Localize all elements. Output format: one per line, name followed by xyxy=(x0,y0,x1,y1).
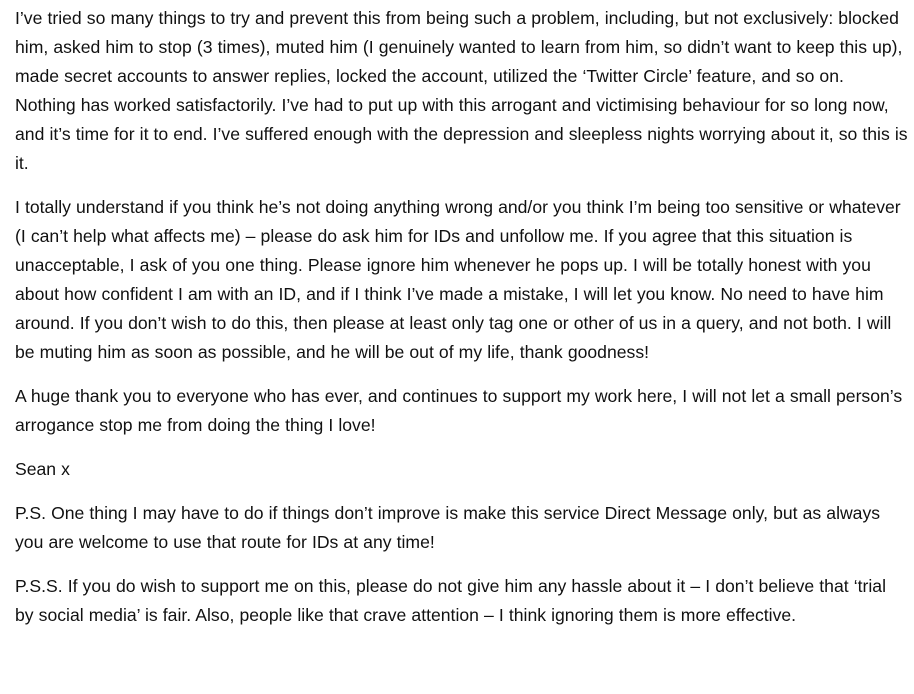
paragraph-prevention-attempts: I’ve tried so many things to try and prevent this from being such a problem, including, but not exclusively: blocked him, asked him to stop (3 times), muted him (I genuinely wanted to learn from him, so didn’t want to keep this up), made secret accounts to answer replies, locked the account, utilized the ‘Twitter Circle’ feature, and so on. Nothing has worked satisfactorily. I’ve had to put up with this arrogant and victimising behaviour for so long now, and it’s time for it to end. I’ve suffered enough with the depression and sleepless nights worrying about it, so this is it. xyxy=(15,8,908,173)
signature: Sean x xyxy=(15,459,70,479)
paragraph-thank-you: A huge thank you to everyone who has ever, and continues to support my work here, I will not let a small person’s arrogance stop me from doing the thing I love! xyxy=(15,386,903,435)
paragraph-request-to-ignore: I totally understand if you think he’s not doing anything wrong and/or you think I’m being too sensitive or whatever (I can’t help what affects me) – please do ask him for IDs and unfollow me. If you agree that this situation is unacceptable, I ask of you one thing. Please ignore him whenever he pops up. I will be totally honest with you about how confident I am with an ID, and if I think I’ve made a mistake, I will let you know. No need to have him around. If you don’t wish to do this, then please at least only tag one or other of us in a query, and not both. I will be muting him as soon as possible, and he will be out of my life, thank goodness! xyxy=(15,197,901,362)
paragraph-postscript: P.S. One thing I may have to do if things don’t improve is make this service Direct Message only, but as always you are welcome to use that route for IDs at any time! xyxy=(15,503,881,552)
paragraph-second-postscript: P.S.S. If you do wish to support me on this, please do not give him any hassle about it – I don’t believe that ‘trial by social media’ is fair. Also, people like that crave attention – I think ignoring them is more effective. xyxy=(15,576,886,625)
